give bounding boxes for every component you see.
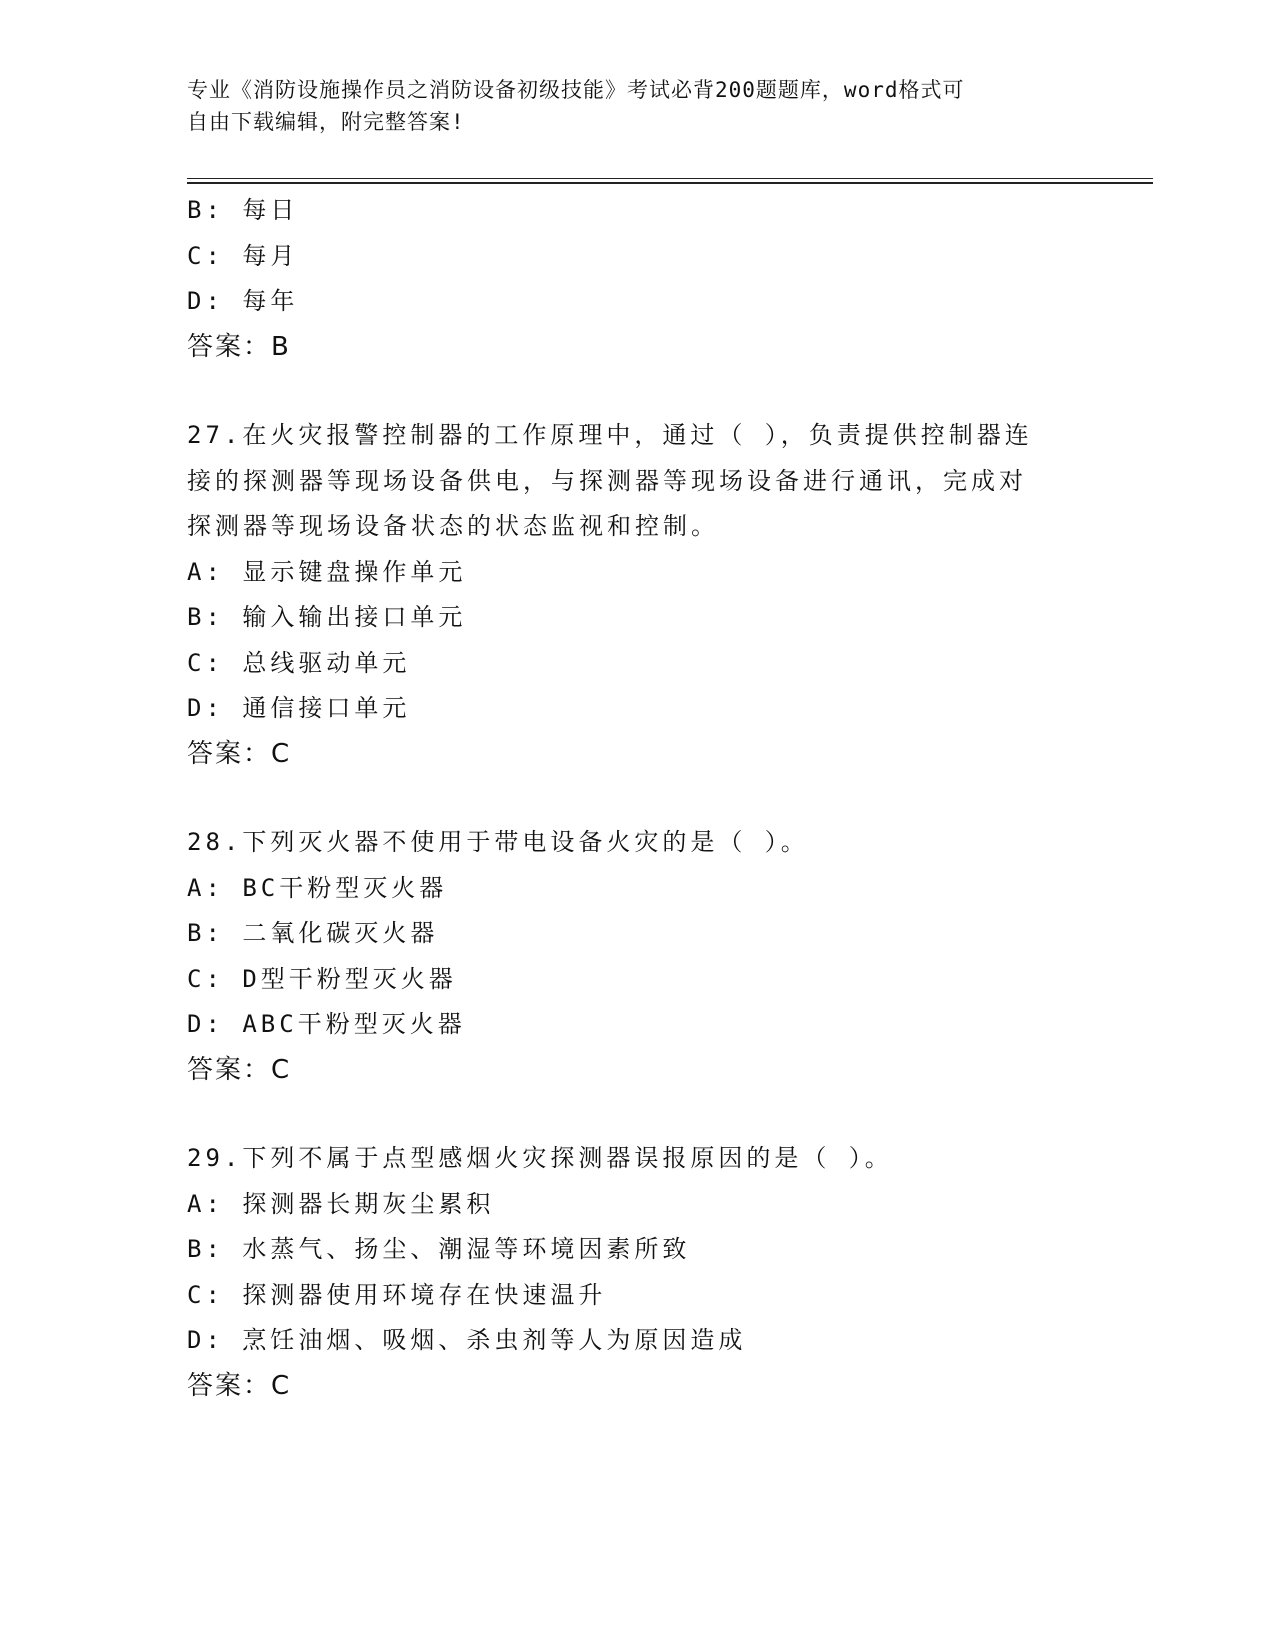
option-c: C: 探测器使用环境存在快速温升 xyxy=(187,1280,607,1309)
option-c: C: 每月 xyxy=(187,241,299,270)
question-26-continued xyxy=(187,188,1087,370)
answer-line: 答案：C xyxy=(187,738,292,769)
option-c: C: D型干粉型灭火器 xyxy=(187,964,457,993)
header-divider-thin xyxy=(187,178,1153,179)
option-b: B: 二氧化碳灭火器 xyxy=(187,919,439,947)
question-text-line: 28.下列灭火器不使用于带电设备火灾的是（ ）。 xyxy=(187,828,809,856)
option-b: B: 水蒸气、扬尘、潮湿等环境因素所致 xyxy=(187,1235,691,1263)
answer-line: 答案：C xyxy=(187,1370,292,1401)
question-text-line: 探测器等现场设备状态的状态监视和控制。 xyxy=(187,512,719,540)
option-d: D: 通信接口单元 xyxy=(187,694,411,722)
spacer xyxy=(187,777,1087,820)
option-d: D: ABC干粉型灭火器 xyxy=(187,1010,466,1038)
spacer xyxy=(187,370,1087,413)
answer-line: 答案：B xyxy=(187,331,291,362)
header-divider-thick xyxy=(187,182,1153,184)
option-a: A: BC干粉型灭火器 xyxy=(187,873,448,902)
question-text-line: 29.下列不属于点型感烟火灾探测器误报原因的是（ ）。 xyxy=(187,1144,893,1172)
spacer xyxy=(187,1093,1087,1136)
question-text-line: 接的探测器等现场设备供电，与探测器等现场设备进行通讯，完成对 xyxy=(187,466,1027,495)
question-content xyxy=(187,188,1087,1409)
option-b: B: 每日 xyxy=(187,196,299,224)
option-d: D: 每年 xyxy=(187,287,299,315)
option-d: D: 烹饪油烟、吸烟、杀虫剂等人为原因造成 xyxy=(187,1326,747,1354)
header-line-1: 专业《消防设施操作员之消防设备初级技能》考试必背200题题库，word格式可 xyxy=(187,78,965,102)
question-29 xyxy=(187,1136,1087,1409)
header-line-2: 自由下载编辑，附完整答案! xyxy=(187,110,465,134)
option-a: A: 显示键盘操作单元 xyxy=(187,557,467,586)
question-28 xyxy=(187,820,1087,1093)
option-c: C: 总线驱动单元 xyxy=(187,648,411,677)
question-text-line: 27.在火灾报警控制器的工作原理中，通过（ ），负责提供控制器连 xyxy=(187,421,1033,449)
document-header xyxy=(187,74,1087,138)
answer-line: 答案：C xyxy=(187,1054,292,1085)
question-27 xyxy=(187,413,1087,777)
option-a: A: 探测器长期灰尘累积 xyxy=(187,1189,495,1218)
option-b: B: 输入输出接口单元 xyxy=(187,603,467,631)
